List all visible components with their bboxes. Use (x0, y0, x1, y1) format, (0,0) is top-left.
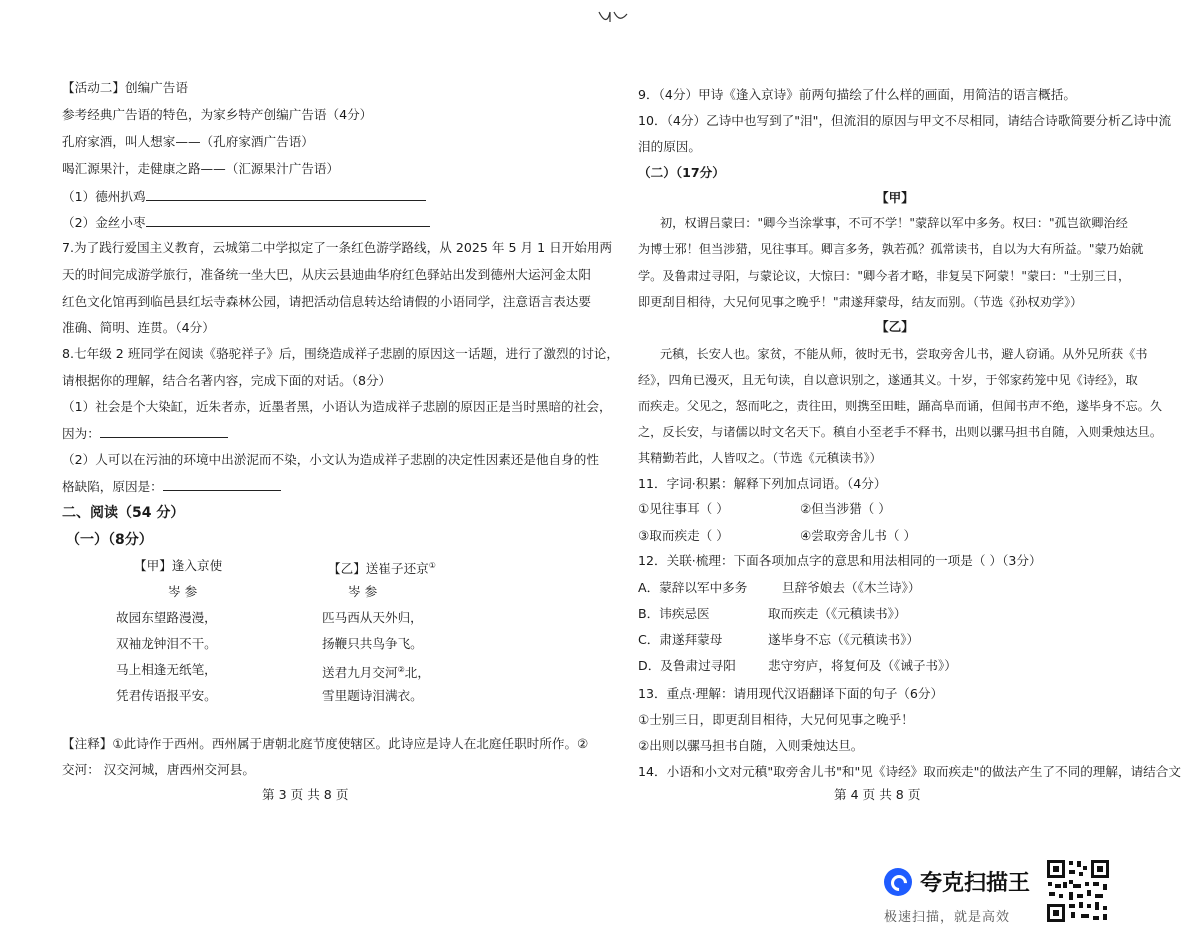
q11-item: ③取而疾走（ ） (638, 528, 729, 543)
scanner-slogan: 极速扫描，就是高效 (884, 910, 1011, 925)
section-reading-title: 二、阅读（54 分） (62, 505, 185, 521)
q12-option-c-compare: 遂毕身不忘（《元稹读书》） (768, 632, 920, 647)
poem-b-title-text: 【乙】送崔子还京 (328, 561, 429, 577)
q8-1-answer (62, 426, 228, 442)
q12-option-d-compare: 悲守穷庐，将复何及（《诫子书》） (768, 658, 957, 673)
q13: 13．重点·理解：请用现代汉语翻译下面的句子（6分） (638, 686, 944, 701)
poem-a-title: 【甲】逢入京使 (134, 558, 223, 573)
text-b-line: 其精勤若此，人皆叹之。（节选《元稹读书》） (638, 451, 882, 465)
q12-option-a: A．蒙辞以军中多务 (638, 580, 748, 595)
poem-a-line: 凭君传语报平安。 (116, 688, 217, 703)
page-number: 第 3 页 共 8 页 (262, 787, 349, 802)
poem-b-line-end: 北， (404, 665, 430, 681)
q12: 12．关联·梳理：下面各项加点字的意思和用法相同的一项是（ ）（3分） (638, 553, 1042, 568)
q8-line: 8.七年级 2 班同学在阅读《骆驼祥子》后，围绕造成祥子悲剧的原因这一话题，进行了激烈的讨论， (62, 346, 619, 361)
poem-b-line-text: 送君九月交河 (322, 665, 398, 681)
poem-b-line (322, 662, 430, 681)
annotation-line: 交河： 汉交河城，唐西州交河县。 (62, 762, 255, 777)
poem-b-author: 岑 参 (348, 584, 378, 599)
poem-a-author: 岑 参 (168, 584, 198, 599)
q7-line: 红色文化馆再到临邑县红坛寺森林公园，请把活动信息转达给请假的小语同学，注意语言表达要 (62, 294, 591, 309)
q11-item: ④尝取旁舍儿书（ ） (800, 528, 917, 543)
q12-option-d: D．及鲁肃过寻阳 (638, 658, 736, 673)
poem-b-line: 雪里题诗泪满衣。 (322, 688, 423, 703)
poem-a-line: 双袖龙钟泪不干。 (116, 636, 217, 651)
q13-sentence-2: ②出则以骡马担书自随，入则秉烛达旦。 (638, 738, 864, 753)
footnote-marker: ① (428, 561, 436, 570)
subsection-1-title: （一）（8分） (66, 532, 153, 548)
q10-line: 泪的原因。 (638, 139, 701, 154)
q11: 11．字词·积累：解释下列加点词语。（4分） (638, 476, 887, 491)
annotation-line: 【注释】①此诗作于西州。西州属于唐朝北庭节度使辖区。此诗应是诗人在北庭任职时所作。② (62, 736, 589, 751)
ad-item-1 (62, 189, 426, 205)
poem-a-line: 故园东望路漫漫， (116, 610, 217, 625)
q10-line: 10．（4分）乙诗中也写到了"泪"，但流泪的原因与甲文不尽相同，请结合诗歌简要分析乙诗中流 (638, 113, 1172, 128)
text-a-line: 即更刮目相待，大兄何见事之晚乎！"肃遂拜蒙母，结友而别。（节选《孙权劝学》） (638, 295, 1083, 309)
footnote-marker: ② (397, 665, 405, 674)
scanner-brand-name: 夸克扫描王 (920, 871, 1031, 896)
poem-a-line: 马上相逢无纸笔， (116, 662, 217, 677)
answer-blank (100, 426, 228, 438)
answer-blank (146, 215, 430, 227)
text-a-title: 【甲】 (876, 190, 914, 205)
q7-line: 7.为了践行爱国主义教育，云城第二中学拟定了一条红色游学路线，从 2025 年 5 月 1 日开始用两 (62, 240, 613, 255)
activity2-prompt: 参考经典广告语的特色，为家乡特产创编广告语（4分） (62, 107, 373, 122)
ad-item-2-label: （2）金丝小枣 (62, 215, 146, 230)
text-a-line: 为博士邪！但当涉猎，见往事耳。卿言多务，孰若孤？孤常读书，自以为大有所益。"蒙乃始就 (638, 242, 1144, 256)
q12-option-c: C．肃遂拜蒙母 (638, 632, 723, 647)
text-a-line: 学。及鲁肃过寻阳，与蒙论议，大惊曰："卿今者才略，非复吴下阿蒙！"蒙曰："士别三日， (638, 269, 1131, 283)
q7-line: 准确、简明、连贯。（4分） (62, 320, 215, 335)
q11-item: ②但当涉猎（ ） (800, 501, 891, 516)
q8-2-line: （2）人可以在污油的环境中出淤泥而不染，小文认为造成祥子悲剧的决定性因素还是他自身的性 (62, 452, 599, 467)
text-b-line: 而疾走。父见之，怒而叱之，责往田，则携至田畦，踊高阜而诵，但闻书声不绝，遂毕身不忘。久 (638, 399, 1163, 413)
page-number: 第 4 页 共 8 页 (834, 787, 921, 802)
answer-blank (163, 479, 281, 491)
page-top-mark (596, 8, 630, 26)
ad-item-2 (62, 215, 430, 231)
q11-item: ①见往事耳（ ） (638, 501, 729, 516)
activity2-title: 【活动二】创编广告语 (62, 80, 188, 95)
q9: 9．（4分）甲诗《逢入京诗》前两句描绘了什么样的画面，用简洁的语言概括。 (638, 87, 1076, 102)
q12-option-b-compare: 取而疾走（《元稹读书》） (768, 606, 907, 621)
q12-option-b: B．讳疾忌医 (638, 606, 710, 621)
ad-example-2: 喝汇源果汁，走健康之路——（汇源果汁广告语） (62, 161, 340, 176)
q8-1-line: （1）社会是个大染缸，近朱者赤，近墨者黑，小语认为造成祥子悲剧的原因正是当时黑暗的社会， (62, 399, 612, 414)
text-b-line: 元稹，长安人也。家贫，不能从师，彼时无书，尝取旁舍儿书，避人窃诵。从外兄所获《书 (660, 347, 1148, 361)
q14: 14．小语和小文对元稹"取旁舍儿书"和"见《诗经》取而疾走"的做法产生了不同的理解，请结合文 (638, 764, 1181, 779)
q8-1-label: 因为： (62, 426, 100, 441)
poem-b-line: 匹马西从天外归， (322, 610, 423, 625)
subsection-2-title: （二）（17分） (638, 165, 725, 180)
q8-line: 请根据你的理解，结合名著内容，完成下面的对话。（8分） (62, 373, 392, 388)
q13-sentence-1: ①士别三日，即更刮目相待，大兄何见事之晚乎！ (638, 712, 914, 727)
q7-line: 天的时间完成游学旅行，准备统一坐大巴，从庆云县迪曲华府红色驿站出发到德州大运河金太阳 (62, 267, 591, 282)
poem-b-title (328, 558, 436, 577)
answer-blank (146, 189, 426, 201)
text-a-line: 初，权谓吕蒙曰："卿今当涂掌事，不可不学！"蒙辞以军中多务。权曰："孤岂欲卿治经 (660, 216, 1128, 230)
ad-example-1: 孔府家酒，叫人想家——（孔府家酒广告语） (62, 134, 314, 149)
text-b-line: 之，反长安，与诸儒以时文名天下。稹自小至老手不释书，出则以骡马担书自随，入则秉烛达旦。 (638, 425, 1163, 439)
qr-code-icon (1045, 858, 1111, 924)
text-b-title: 【乙】 (876, 319, 914, 334)
q8-2-label: 格缺陷，原因是： (62, 479, 163, 494)
q12-option-a-compare: 旦辞爷娘去（《木兰诗》） (782, 580, 921, 595)
poem-b-line: 扬鞭只共鸟争飞。 (322, 636, 423, 651)
q8-2-answer (62, 479, 281, 495)
scanner-watermark (884, 864, 1044, 924)
text-b-line: 经》，四角已漫灭，且无句读，自以意识别之，遂通其义。十岁，于邻家药笼中见《诗经》，取 (638, 373, 1138, 387)
scanner-logo-icon (884, 868, 912, 896)
ad-item-1-label: （1）德州扒鸡 (62, 189, 146, 204)
